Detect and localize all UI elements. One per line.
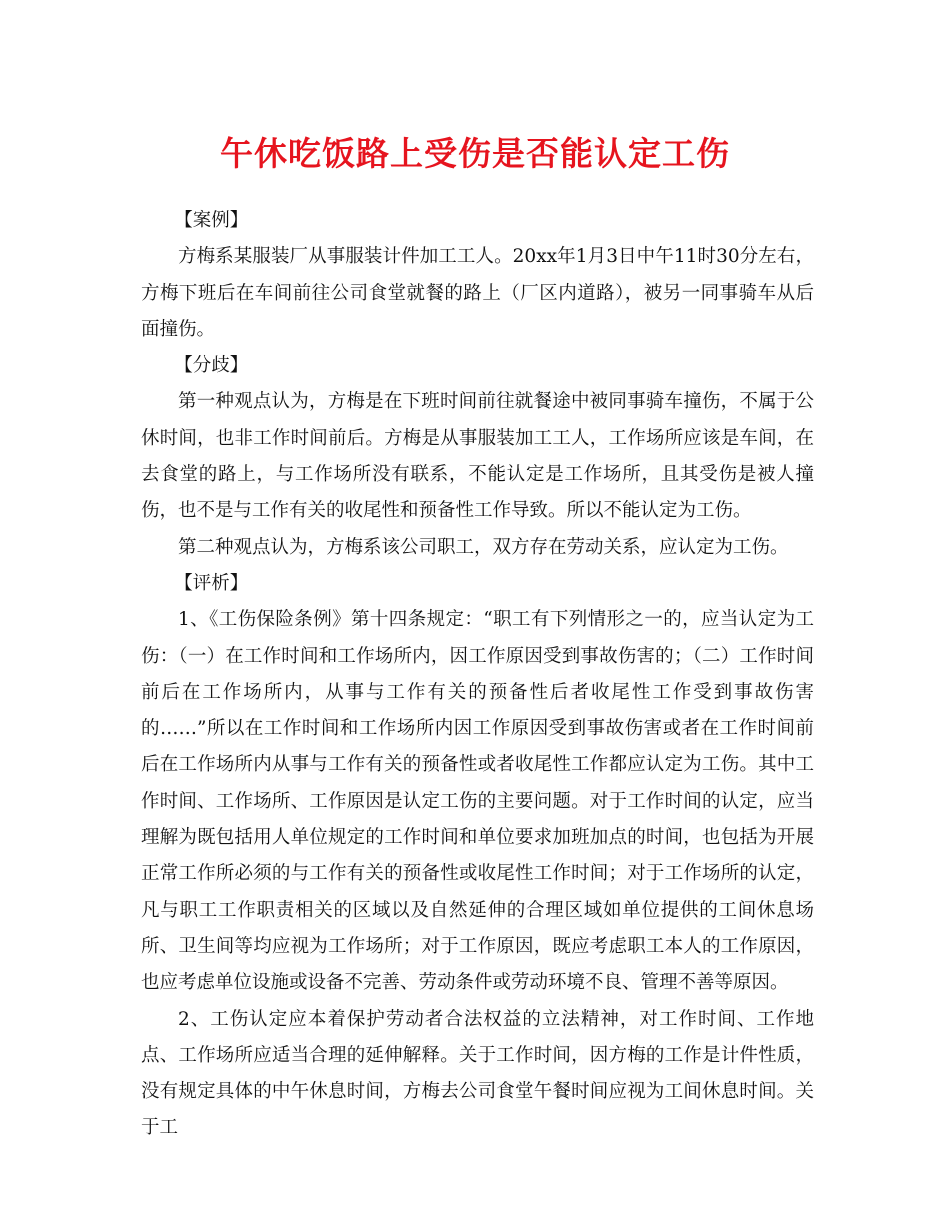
paragraph-analysis-1: 1、《工伤保险条例》第十四条规定：“职工有下列情形之一的，应当认定为工伤：（一）在工作时间和工作场所内，因工作原因受到事故伤害的；（二）工作时间前后在工作场所内，从事与工作有关的预备性后者收尾性工作受到事故伤害的……”所以在工作时间和工作场所内因工作原因受到事故伤害或者在工作时间前后在工作场所内从事与工作有关的预备性或者收尾性工作都应认定为工伤。其中工作时间、工作场所、工作原因是认定工伤的主要问题。对于工作时间的认定，应当理解为既包括用人单位规定的工作时间和单位要求加班加点的时间，也包括为开展正常工作所必须的与工作有关的预备性或收尾性工作时间；对于工作场所的认定，凡与职工工作职责相关的区域以及自然延伸的合理区域如单位提供的工间休息场所、卫生间等均应视为工作场所；对于工作原因，既应考虑职工本人的工作原因，也应考虑单位设施或设备不完善、劳动条件或劳动环境不良、管理不善等原因。 <box>141 609 814 994</box>
document-body <box>141 203 814 1147</box>
section-heading-analysis: 【评析】 <box>174 572 249 594</box>
paragraph-analysis-2: 2、工伤认定应本着保护劳动者合法权益的立法精神，对工作时间、工作地点、工作场所应适当合理的延伸解释。关于工作时间，因方梅的工作是计件性质，没有规定具体的中午休息时间，方梅去公司食堂午餐时间应视为工间休息时间。关于工 <box>141 1008 814 1139</box>
section-heading-case: 【案例】 <box>174 210 249 231</box>
document-title: 午休吃饭路上受伤是否能认定工伤 <box>220 134 730 173</box>
paragraph-case: 方梅系某服装厂从事服装计件加工工人。20xx年1月3日中午11时30分左右，方梅下班后在车间前往公司食堂就餐的路上（厂区内道路），被另一同事骑车从后面撞伤。 <box>141 246 814 340</box>
section-heading-dispute: 【分歧】 <box>174 355 249 377</box>
paragraph-first-view: 第一种观点认为，方梅是在下班时间前往就餐途中被同事骑车撞伤，不属于公休时间，也非工作时间前后。方梅是从事服装加工工人，工作场所应该是车间，在去食堂的路上，与工作场所没有联系，不能认定是工作场所，且其受伤是被人撞伤，也不是与工作有关的收尾性和预备性工作导致。所以不能认定为工伤。 <box>141 391 814 522</box>
paragraph-second-view: 第二种观点认为，方梅系该公司职工，双方存在劳动关系，应认定为工伤。 <box>178 536 789 558</box>
